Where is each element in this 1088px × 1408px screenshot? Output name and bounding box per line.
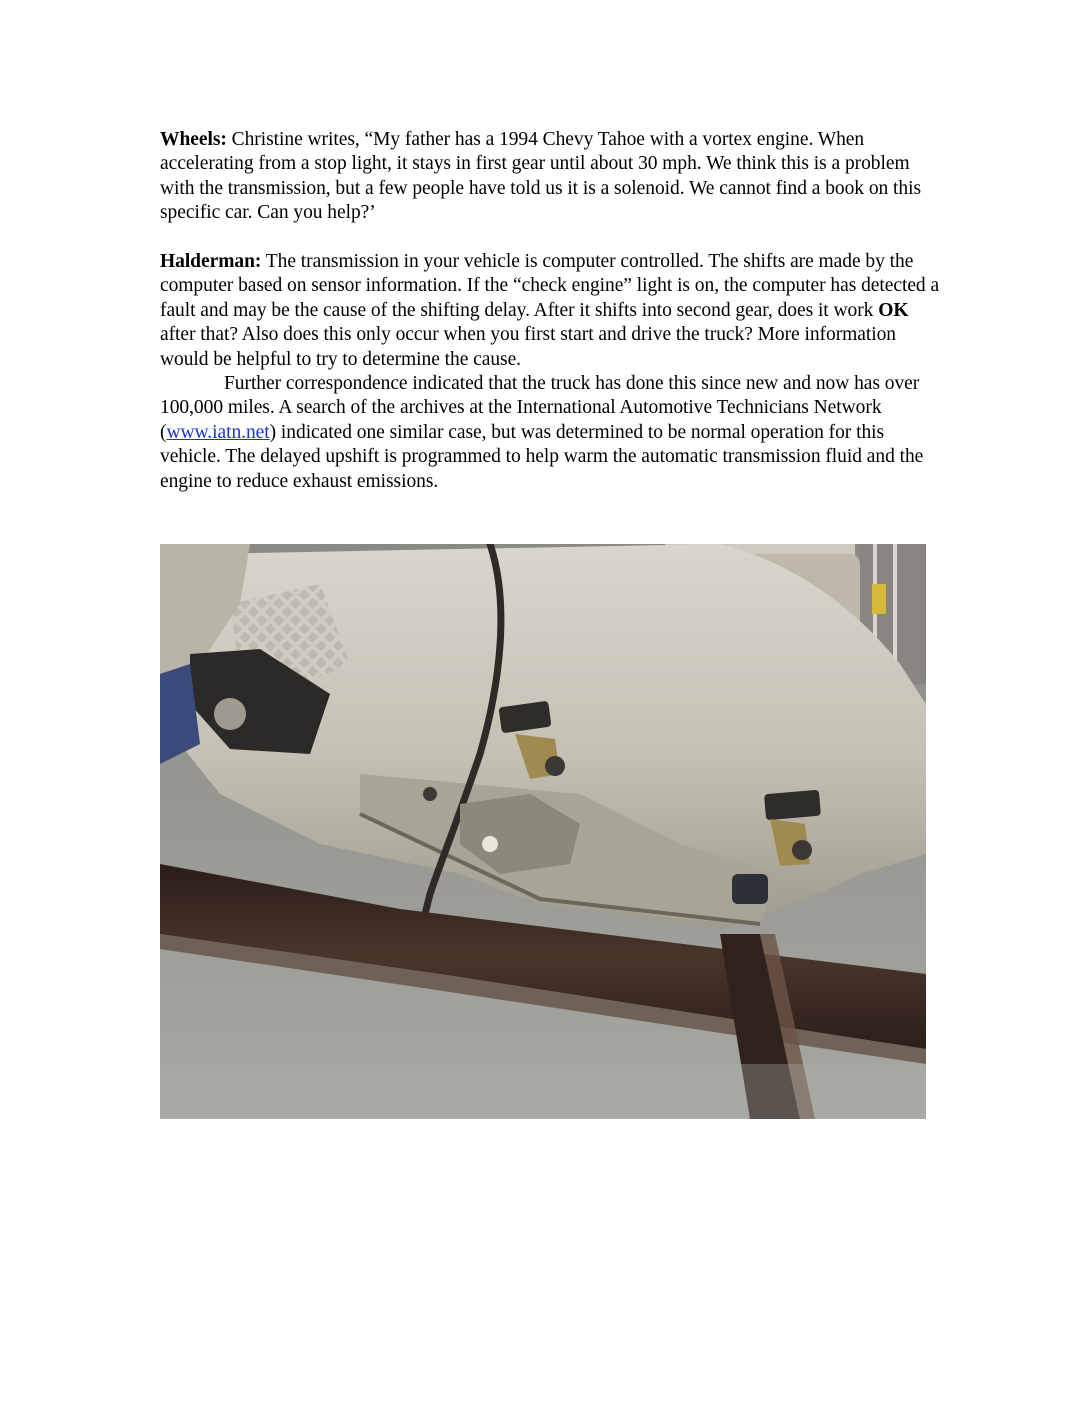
- followup-paragraph: [160, 372, 940, 494]
- iatn-link[interactable]: www.iatn.net: [166, 421, 270, 443]
- answer-text-part1: The transmission in your vehicle is computer controlled. The shifts are made by the computer based on sensor information. If the “check engine” light is on, the computer has detected a fault and may be the cause of the shifting delay. After it shifts into second gear, does it work: [160, 251, 940, 321]
- followup-text-part2: ) indicated one similar case, but was determined to be normal operation for this vehicle. The delayed upshift is programmed to help warm the automatic transmission fluid and the engine to reduce exhaust emissions.: [160, 421, 924, 492]
- answer-speaker: Halderman:: [160, 251, 262, 273]
- letter-text: Christine writes, “My father has a 1994 Chevy Tahoe with a vortex engine. When accelerating from a stop light, it stays in first gear until about 30 mph. We think this is a problem with the transmission, but a few people have told us it is a solenoid. We cannot find a book on this specific car. Can you help?’: [160, 129, 922, 224]
- paragraph-gap: [160, 226, 940, 250]
- article-body: [160, 128, 940, 494]
- transmission-photo: [160, 544, 926, 1119]
- letter-speaker: Wheels:: [160, 129, 227, 150]
- speed-sensor: [732, 874, 768, 904]
- followup-text-part1: Further correspondence indicated that the truck has done this since new and now has over 100,000 miles. A search of the archives at the International Automotive Technicians Network (: [160, 373, 920, 443]
- warning-label: [872, 584, 886, 614]
- answer-paragraph: [160, 250, 940, 372]
- letter-paragraph: [160, 128, 940, 226]
- mount-bolt: [214, 698, 246, 730]
- transmission-photo-drawing: [160, 544, 926, 1119]
- answer-ok-emphasis: OK: [878, 299, 909, 321]
- answer-text-part2: after that? Also does this only occur when you first start and drive the truck? More information would be helpful to try to determine the cause.: [160, 324, 897, 370]
- electrical-connector-rear: [764, 790, 821, 821]
